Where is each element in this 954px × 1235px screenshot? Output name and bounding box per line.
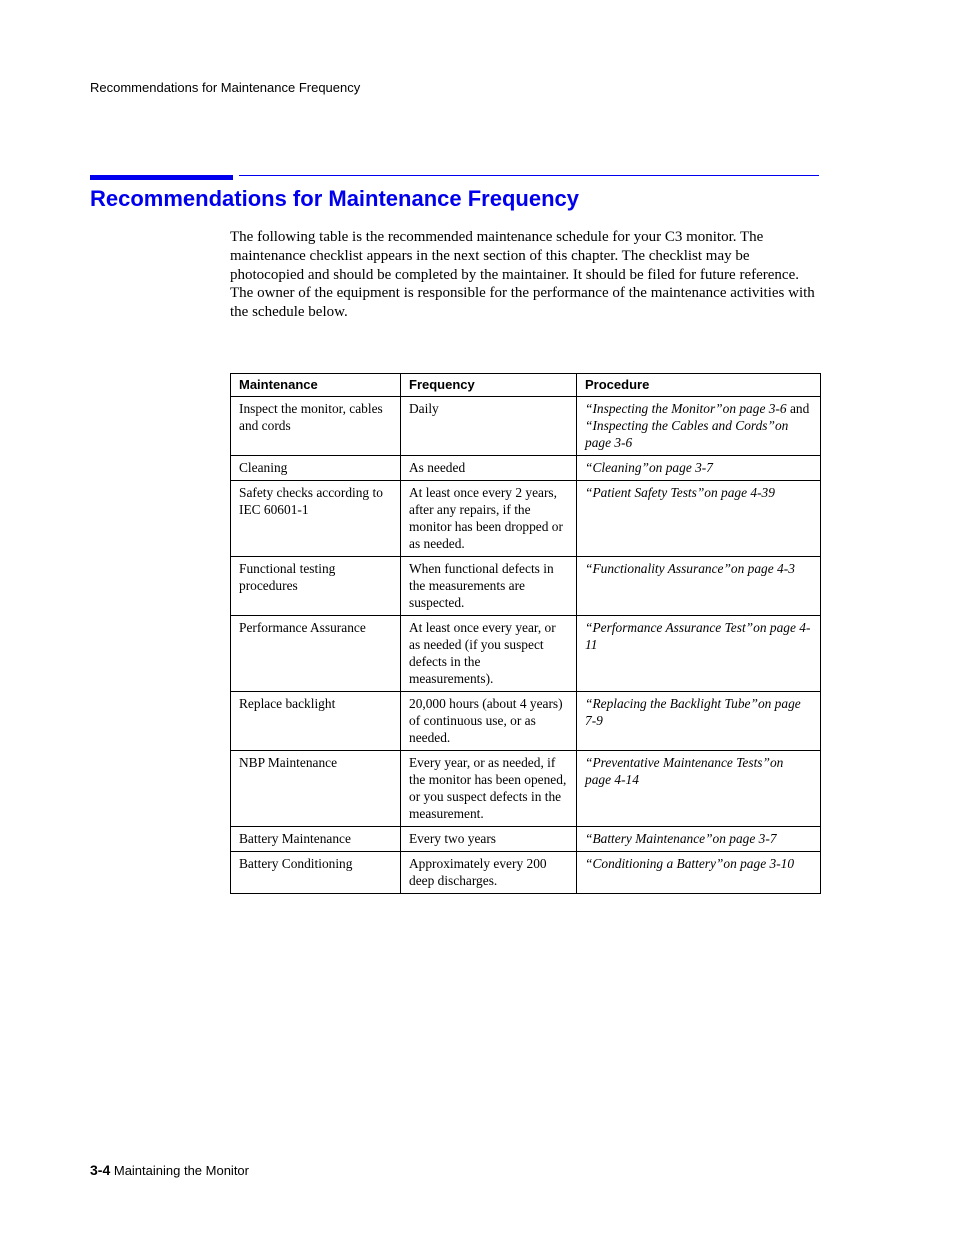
frequency-cell: As needed <box>401 456 577 481</box>
procedure-link[interactable]: “Preventative Maintenance Tests”on page 4-14 <box>585 755 784 787</box>
running-header: Recommendations for Maintenance Frequency <box>90 80 361 95</box>
chapter-title: Maintaining the Monitor <box>113 1163 249 1178</box>
column-header-procedure: Procedure <box>577 374 821 397</box>
section-rule-thick <box>90 175 233 180</box>
table-row <box>231 616 821 692</box>
frequency-cell: Every year, or as needed, if the monitor has been opened, or you suspect defects in the measurement. <box>401 751 577 827</box>
table-row <box>231 456 821 481</box>
section-rule-thin <box>239 175 819 176</box>
table-row <box>231 397 821 456</box>
frequency-cell: Approximately every 200 deep discharges. <box>401 852 577 894</box>
maintenance-cell: Functional testing procedures <box>231 557 401 616</box>
procedure-join: and <box>789 401 810 416</box>
table-row <box>231 827 821 852</box>
procedure-link[interactable]: “Battery Maintenance”on page 3-7 <box>585 831 777 846</box>
intro-paragraph: The following table is the recommended maintenance schedule for your C3 monitor. The maintenance checklist appears in the next section of this chapter. The checklist may be photocopied and should be completed by the maintainer. It should be filed for future reference. The owner of the equipment is responsible for the performance of the maintenance activities with the schedule below. <box>230 229 815 321</box>
procedure-cell <box>577 397 821 456</box>
page-footer <box>90 1162 249 1178</box>
table-row <box>231 557 821 616</box>
procedure-link[interactable]: “Inspecting the Cables and Cords”on page 3-6 <box>585 418 789 450</box>
table-row <box>231 692 821 751</box>
procedure-cell <box>577 557 821 616</box>
procedure-cell <box>577 751 821 827</box>
maintenance-cell: Cleaning <box>231 456 401 481</box>
column-header-frequency: Frequency <box>401 374 577 397</box>
procedure-link[interactable]: “Functionality Assurance”on page 4-3 <box>585 561 795 576</box>
procedure-cell <box>577 692 821 751</box>
procedure-cell <box>577 616 821 692</box>
maintenance-cell: NBP Maintenance <box>231 751 401 827</box>
procedure-cell <box>577 852 821 894</box>
section-title: Recommendations for Maintenance Frequency <box>90 186 579 211</box>
frequency-cell: Every two years <box>401 827 577 852</box>
procedure-link[interactable]: “Inspecting the Monitor”on page 3-6 <box>585 401 787 416</box>
table-header-row <box>231 374 821 397</box>
frequency-cell: When functional defects in the measurements are suspected. <box>401 557 577 616</box>
frequency-cell: Daily <box>401 397 577 456</box>
procedure-link[interactable]: “Conditioning a Battery”on page 3-10 <box>585 856 795 871</box>
maintenance-cell: Inspect the monitor, cables and cords <box>231 397 401 456</box>
maintenance-cell: Safety checks according to IEC 60601-1 <box>231 481 401 557</box>
maintenance-cell: Battery Maintenance <box>231 827 401 852</box>
frequency-cell: 20,000 hours (about 4 years) of continuous use, or as needed. <box>401 692 577 751</box>
frequency-cell: At least once every 2 years, after any repairs, if the monitor has been dropped or as needed. <box>401 481 577 557</box>
procedure-link[interactable]: “Replacing the Backlight Tube”on page 7-9 <box>585 696 801 728</box>
maintenance-cell: Replace backlight <box>231 692 401 751</box>
procedure-cell <box>577 481 821 557</box>
column-header-maintenance: Maintenance <box>231 374 401 397</box>
procedure-link[interactable]: “Performance Assurance Test”on page 4-11 <box>585 620 811 652</box>
maintenance-cell: Battery Conditioning <box>231 852 401 894</box>
procedure-cell <box>577 827 821 852</box>
procedure-cell <box>577 456 821 481</box>
procedure-link[interactable]: “Patient Safety Tests”on page 4-39 <box>585 485 775 500</box>
table-row <box>231 751 821 827</box>
frequency-cell: At least once every year, or as needed (if you suspect defects in the measurements). <box>401 616 577 692</box>
table-row <box>231 481 821 557</box>
procedure-link[interactable]: “Cleaning”on page 3-7 <box>585 460 713 475</box>
maintenance-schedule-table <box>230 373 821 894</box>
page-number: 3-4 <box>90 1162 111 1178</box>
table-row <box>231 852 821 894</box>
maintenance-cell: Performance Assurance <box>231 616 401 692</box>
